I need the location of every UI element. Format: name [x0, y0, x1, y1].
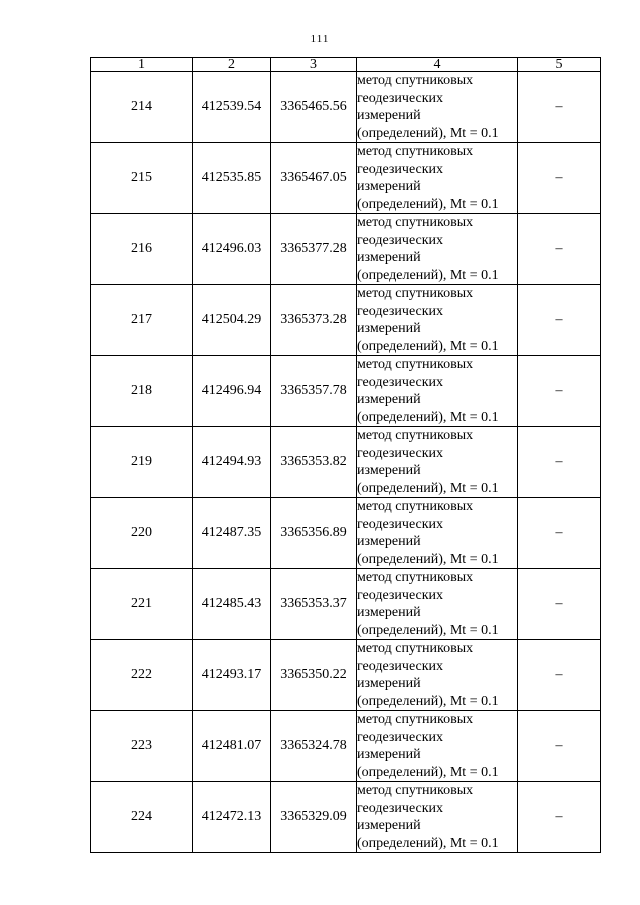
method-line: геодезических — [357, 516, 444, 532]
point-number-cell: 220 — [91, 498, 193, 569]
method-line: измерений — [357, 747, 421, 762]
y-coordinate-cell: 3365467.05 — [271, 143, 357, 214]
method-line: измерений — [357, 676, 421, 691]
page-number: 111 — [310, 33, 330, 45]
x-coordinate-cell: 412472.13 — [193, 782, 271, 853]
method-line: геодезических — [357, 303, 444, 319]
x-coordinate-cell: 412496.03 — [193, 214, 271, 285]
method-line: геодезических — [357, 445, 444, 461]
y-coordinate-cell: 3365357.78 — [271, 356, 357, 427]
x-coordinate-cell: 412485.43 — [193, 569, 271, 640]
method-cell — [357, 143, 518, 214]
method-line: геодезических — [357, 800, 444, 816]
note-cell: – — [518, 498, 601, 569]
method-line: метод спутниковых — [357, 712, 474, 727]
method-line: геодезических — [357, 232, 444, 248]
table-row — [91, 640, 601, 711]
header-col-4: 4 — [357, 58, 518, 72]
method-line: (определений), Mt = 0.1 — [357, 622, 499, 638]
method-line: геодезических — [357, 374, 444, 390]
header-col-5: 5 — [518, 58, 601, 72]
x-coordinate-cell: 412493.17 — [193, 640, 271, 711]
method-line: геодезических — [357, 729, 444, 745]
y-coordinate-cell: 3365350.22 — [271, 640, 357, 711]
method-line: измерений — [357, 534, 421, 549]
method-line: измерений — [357, 321, 421, 336]
table-row — [91, 427, 601, 498]
x-coordinate-cell: 412481.07 — [193, 711, 271, 782]
method-line: (определений), Mt = 0.1 — [357, 551, 499, 567]
method-line: геодезических — [357, 658, 444, 674]
x-coordinate-cell: 412504.29 — [193, 285, 271, 356]
table-row — [91, 711, 601, 782]
method-line: метод спутниковых — [357, 499, 474, 514]
method-line: геодезических — [357, 587, 444, 603]
method-line: метод спутниковых — [357, 783, 474, 798]
note-cell: – — [518, 72, 601, 143]
table-row — [91, 285, 601, 356]
method-line: (определений), Mt = 0.1 — [357, 196, 499, 212]
x-coordinate-cell: 412535.85 — [193, 143, 271, 214]
y-coordinate-cell: 3365356.89 — [271, 498, 357, 569]
method-cell — [357, 356, 518, 427]
method-cell — [357, 711, 518, 782]
y-coordinate-cell: 3365353.37 — [271, 569, 357, 640]
note-cell: – — [518, 285, 601, 356]
method-cell — [357, 640, 518, 711]
point-number-cell: 223 — [91, 711, 193, 782]
method-line: измерений — [357, 463, 421, 478]
note-cell: – — [518, 427, 601, 498]
method-line: (определений), Mt = 0.1 — [357, 480, 499, 496]
x-coordinate-cell: 412487.35 — [193, 498, 271, 569]
table-row — [91, 72, 601, 143]
method-line: измерений — [357, 392, 421, 407]
method-line: измерений — [357, 605, 421, 620]
method-cell — [357, 782, 518, 853]
y-coordinate-cell: 3365465.56 — [271, 72, 357, 143]
table-row — [91, 143, 601, 214]
method-line: метод спутниковых — [357, 428, 474, 443]
method-cell — [357, 285, 518, 356]
method-line: метод спутниковых — [357, 357, 474, 372]
point-number-cell: 214 — [91, 72, 193, 143]
method-cell — [357, 427, 518, 498]
x-coordinate-cell: 412539.54 — [193, 72, 271, 143]
x-coordinate-cell: 412496.94 — [193, 356, 271, 427]
point-number-cell: 221 — [91, 569, 193, 640]
method-line: метод спутниковых — [357, 144, 474, 159]
header-col-3: 3 — [271, 58, 357, 72]
header-row — [91, 58, 601, 72]
table-row — [91, 498, 601, 569]
note-cell: – — [518, 143, 601, 214]
method-line: измерений — [357, 818, 421, 833]
y-coordinate-cell: 3365373.28 — [271, 285, 357, 356]
method-line: измерений — [357, 250, 421, 265]
method-line: геодезических — [357, 161, 444, 177]
x-coordinate-cell: 412494.93 — [193, 427, 271, 498]
method-line: (определений), Mt = 0.1 — [357, 693, 499, 709]
table-row — [91, 356, 601, 427]
method-line: измерений — [357, 108, 421, 123]
note-cell: – — [518, 569, 601, 640]
table-header — [91, 58, 601, 72]
y-coordinate-cell: 3365353.82 — [271, 427, 357, 498]
method-line: измерений — [357, 179, 421, 194]
method-line: геодезических — [357, 90, 444, 106]
y-coordinate-cell: 3365324.78 — [271, 711, 357, 782]
method-cell — [357, 72, 518, 143]
method-cell — [357, 569, 518, 640]
note-cell: – — [518, 640, 601, 711]
method-line: (определений), Mt = 0.1 — [357, 835, 499, 851]
method-line: (определений), Mt = 0.1 — [357, 409, 499, 425]
table-row — [91, 782, 601, 853]
point-number-cell: 222 — [91, 640, 193, 711]
method-line: метод спутниковых — [357, 73, 474, 88]
method-line: метод спутниковых — [357, 286, 474, 301]
method-line: (определений), Mt = 0.1 — [357, 125, 499, 141]
method-line: (определений), Mt = 0.1 — [357, 267, 499, 283]
point-number-cell: 217 — [91, 285, 193, 356]
note-cell: – — [518, 711, 601, 782]
method-line: метод спутниковых — [357, 641, 474, 656]
point-number-cell: 218 — [91, 356, 193, 427]
note-cell: – — [518, 214, 601, 285]
method-cell — [357, 498, 518, 569]
point-number-cell: 224 — [91, 782, 193, 853]
note-cell: – — [518, 356, 601, 427]
method-line: (определений), Mt = 0.1 — [357, 338, 499, 354]
point-number-cell: 219 — [91, 427, 193, 498]
coordinates-table — [90, 57, 601, 853]
y-coordinate-cell: 3365377.28 — [271, 214, 357, 285]
table-row — [91, 214, 601, 285]
note-cell: – — [518, 782, 601, 853]
table-body — [91, 72, 601, 853]
header-col-2: 2 — [193, 58, 271, 72]
method-line: метод спутниковых — [357, 215, 474, 230]
method-cell — [357, 214, 518, 285]
point-number-cell: 216 — [91, 214, 193, 285]
header-col-1: 1 — [91, 58, 193, 72]
method-line: (определений), Mt = 0.1 — [357, 764, 499, 780]
table-row — [91, 569, 601, 640]
method-line: метод спутниковых — [357, 570, 474, 585]
y-coordinate-cell: 3365329.09 — [271, 782, 357, 853]
point-number-cell: 215 — [91, 143, 193, 214]
